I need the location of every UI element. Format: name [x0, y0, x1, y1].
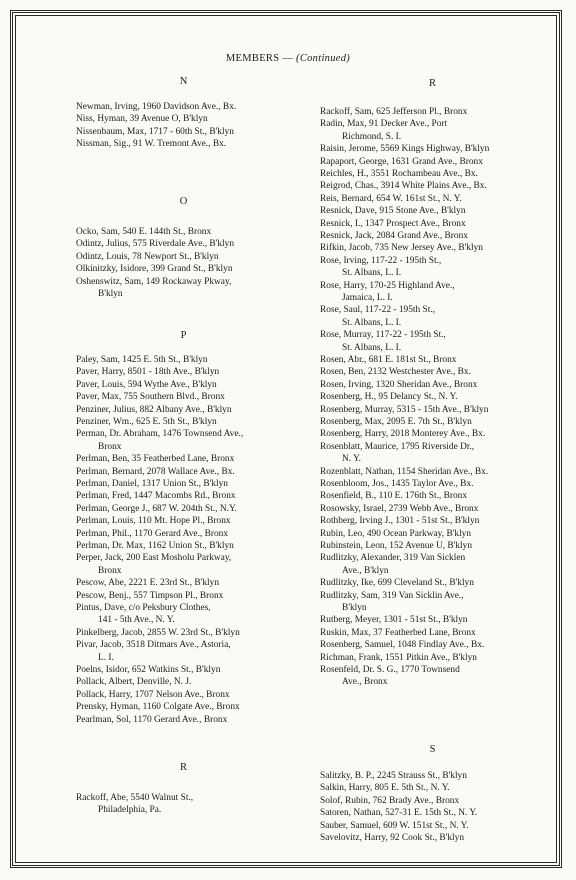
member-entry	[76, 664, 220, 676]
member-entry-line: Rosenfeld, Dr. S. G., 1770 Townsend	[320, 665, 460, 675]
member-entry-line: Odintz, Julius, 575 Riverdale Ave., B'klyn	[76, 239, 235, 250]
member-entry-continuation: L. I.	[98, 652, 114, 663]
member-entry-continuation: Richmond, S. I.	[342, 131, 402, 142]
member-entry	[320, 143, 489, 155]
member-entry	[320, 304, 435, 329]
member-entry-line: Rose, Murray, 117-22 - 195th St.,	[320, 330, 446, 341]
member-entry-continuation: St. Albans, L. I.	[342, 317, 402, 328]
member-entry-line: Rosenblatt, Maurice, 1795 Riverside Dr.,	[320, 441, 475, 452]
member-entry-line: Rosen, Ben, 2132 Westchester Ave., Bx.	[320, 367, 471, 378]
member-entry-line: Sauber, Samuel, 609 W. 151st St., N. Y.	[320, 820, 469, 831]
member-entry-line: Paver, Louis, 594 Wythe Ave., B'klyn	[76, 379, 217, 390]
member-entry-line: Poelns, Isidor, 652 Watkins St., B'klyn	[76, 665, 221, 675]
member-entry	[76, 577, 219, 589]
member-entry	[76, 238, 234, 250]
member-entry	[320, 577, 474, 589]
member-entry-line: Perlman, Louis, 110 Mt. Hope Pl., Bronx	[76, 516, 231, 527]
member-entry-line: Ocko, Sam, 540 E. 144th St., Bronx	[76, 227, 212, 237]
member-entry-line: Rutberg, Meyer, 1301 - 51st St., B'klyn	[320, 615, 468, 626]
member-entry	[76, 404, 232, 416]
member-entry-line: Penziner, Julius, 882 Albany Ave., B'klyn	[76, 404, 232, 415]
member-entry-line: Penziner, Wm., 625 E. 5th St., B'klyn	[76, 417, 217, 427]
member-entry	[76, 689, 230, 701]
member-entry-line: Rosenberg, H., 95 Delancy St., N. Y.	[320, 392, 458, 403]
member-entry	[320, 540, 472, 552]
member-entry	[76, 138, 226, 150]
member-entry	[76, 676, 191, 688]
member-entry	[320, 441, 474, 466]
member-entry-line: Nissman, Sig., 91 W. Tremont Ave., Bx.	[76, 139, 227, 150]
member-entry-line: Pinkelberg, Jacob, 2855 W. 23rd St., B'klyn	[76, 627, 240, 638]
member-entry	[320, 478, 473, 490]
member-entry	[320, 255, 441, 280]
member-entry	[76, 251, 219, 263]
member-entry-line: Rothberg, Irving J., 1301 - 51st St., B'klyn	[320, 516, 480, 527]
member-entry-line: Pearlman, Sol, 1170 Gerard Ave., Bronx	[76, 714, 228, 725]
member-entry	[76, 701, 240, 713]
member-entry-line: Rudlitzky, Ike, 699 Cleveland St., B'klyn	[320, 578, 474, 589]
member-entry	[320, 193, 462, 205]
member-entry	[76, 590, 223, 602]
member-entry	[320, 218, 466, 230]
member-entry-continuation: Ave., B'klyn	[342, 565, 389, 576]
member-entry-line: Odintz, Louis, 78 Newport St., B'klyn	[76, 251, 219, 262]
member-entry	[76, 714, 227, 726]
member-entry	[320, 552, 465, 577]
member-entry	[76, 792, 193, 817]
member-entry-line: Perlman, Fred, 1447 Macombs Rd., Bronx	[76, 491, 236, 502]
member-entry-line: Richman, Frank, 1551 Pitkin Ave., B'klyn	[320, 652, 477, 663]
member-entry	[320, 590, 464, 615]
member-entry	[76, 226, 211, 238]
page-title	[0, 53, 576, 64]
member-entry	[76, 602, 211, 627]
member-entry	[76, 552, 231, 577]
member-entry	[76, 627, 240, 639]
member-entry-line: Resnick, Jack, 2084 Grand Ave., Bronx	[320, 231, 468, 241]
member-entry	[320, 515, 479, 527]
member-entry-line: Raisin, Jerome, 5569 Kings Highway, B'klyn	[320, 144, 490, 155]
member-entry-line: Rose, Saul, 117-22 - 195th St.,	[320, 305, 436, 316]
member-entry-continuation: B'klyn	[342, 603, 367, 613]
member-entry	[320, 329, 446, 354]
member-entry-line: Salitzky, B. P., 2245 Strauss St., B'klyn	[320, 771, 467, 781]
member-entry	[76, 453, 234, 465]
member-entry	[76, 354, 208, 366]
member-entry-continuation: Ave., Bronx	[342, 677, 388, 688]
member-entry-line: Newman, Irving, 1960 Davidson Ave., Bx.	[76, 102, 237, 112]
member-entry-line: Pivar, Jacob, 3518 Ditmars Ave., Astoria,	[76, 640, 231, 651]
member-entry	[76, 126, 234, 138]
member-entry-line: Solof, Rubin, 762 Brady Ave., Bronx	[320, 795, 460, 806]
member-entry	[320, 242, 483, 254]
member-entry-line: Rosen, Abr., 681 E. 181st St., Bronx	[320, 355, 457, 365]
member-entry	[320, 795, 459, 807]
member-entry-line: Rosenberg, Murray, 5315 - 15th Ave., B'klyn	[320, 404, 489, 415]
member-entry	[320, 770, 467, 782]
member-entry-line: Rackoff, Sam, 625 Jefferson Pl., Bronx	[320, 107, 468, 117]
member-entry-line: Nissenbaum, Max, 1717 - 60th St., B'klyn	[76, 126, 234, 137]
member-entry-line: Rudlitzky, Alexander, 319 Van Sicklen	[320, 553, 466, 564]
member-entry-line: Perman, Dr. Abraham, 1476 Townsend Ave.,	[76, 429, 244, 440]
member-entry-line: Salkin, Harry, 805 E. 5th St., N. Y.	[320, 783, 450, 794]
member-entry	[76, 416, 217, 428]
member-entry-line: Radin, Max, 91 Decker Ave., Port	[320, 119, 448, 130]
member-entry-line: Perlman, George J., 687 W. 204th St., N.Y.	[76, 503, 237, 514]
member-entry-line: Rosenfield, B., 110 E. 176th St., Bronx	[320, 491, 468, 502]
member-entry	[320, 503, 478, 515]
member-entry-line: Rosen, Irving, 1320 Sheridan Ave., Bronx	[320, 379, 478, 390]
member-entry	[76, 639, 231, 664]
member-entry-continuation: St. Albans, L. I.	[342, 268, 402, 279]
member-entry-line: Ruskin, Max, 37 Featherbed Lane, Bronx	[320, 627, 476, 638]
member-entry	[320, 366, 471, 378]
member-entry-continuation: N. Y.	[342, 454, 362, 465]
member-entry-line: Rosenbloom, Jos., 1435 Taylor Ave., Bx.	[320, 479, 474, 489]
member-entry	[76, 478, 228, 490]
section-letter: N	[179, 76, 188, 87]
member-entry	[320, 652, 477, 664]
member-entry-line: Rubin, Leo, 490 Ocean Parkway, B'klyn	[320, 528, 472, 539]
member-entry-line: Rosowsky, Israel, 2739 Webb Ave., Bronx	[320, 503, 479, 514]
member-entry	[320, 205, 466, 217]
member-entry-line: Rose, Irving, 117-22 - 195th St.,	[320, 255, 442, 266]
member-entry-line: Perlman, Daniel, 1317 Union St., B'klyn	[76, 479, 228, 489]
section-letter: P	[180, 330, 187, 341]
member-entry-line: Rosenberg, Harry, 2018 Monterey Ave., Bx.	[320, 429, 486, 440]
member-entry-continuation: Jamaica, L. I.	[342, 293, 393, 303]
member-entry-line: Rifkin, Jacob, 735 New Jersey Ave., B'klyn	[320, 243, 483, 254]
member-entry-line: Pescow, Abe, 2221 E. 23rd St., B'klyn	[76, 578, 220, 589]
member-entry	[76, 391, 225, 403]
member-entry-line: Rosenberg, Max, 2095 E. 7th St., B'klyn	[320, 417, 472, 427]
member-entry-line: Rapaport, George, 1631 Grand Ave., Bronx	[320, 156, 483, 167]
member-entry	[320, 168, 478, 180]
member-entry-line: Oshenswitz, Sam, 149 Rockaway Pkway,	[76, 276, 232, 287]
member-entry	[320, 627, 476, 639]
member-entry-continuation: Philadelphia, Pa.	[98, 805, 162, 816]
member-entry-line: Niss, Hyman, 39 Avenue O, B'klyn	[76, 114, 208, 125]
member-entry	[320, 807, 477, 819]
member-entry-line: Prensky, Hyman, 1160 Colgate Ave., Bronx	[76, 702, 240, 713]
member-entry-line: Perlman, Bernard, 2078 Wallace Ave., Bx.	[76, 466, 235, 477]
member-entry-line: Reis, Bernard, 654 W. 161st St., N. Y.	[320, 193, 462, 204]
member-entry	[320, 118, 447, 143]
member-entry-line: Pollack, Harry, 1707 Nelson Ave., Bronx	[76, 689, 230, 700]
member-entry-line: Olkinitzky, Isidore, 399 Grand St., B'klyn	[76, 264, 233, 275]
member-entry-line: Reichles, H., 3551 Rochambeau Ave., Bx.	[320, 169, 478, 179]
member-entry	[76, 515, 231, 527]
member-entry	[320, 180, 487, 192]
member-entry	[76, 503, 237, 515]
member-entry-line: Resnick, Dave, 915 Stone Ave., B'klyn	[320, 206, 466, 217]
member-entry	[320, 156, 483, 168]
member-entry-line: Rose, Harry, 170-25 Highland Ave.,	[320, 280, 455, 291]
member-entry	[76, 379, 217, 391]
member-entry-line: Perlman, Phil., 1170 Gerard Ave., Bronx	[76, 528, 229, 539]
member-entry	[76, 263, 233, 275]
member-entry-line: Rozenblatt, Nathan, 1154 Sheridan Ave., Bx.	[320, 466, 489, 477]
member-entry	[76, 528, 228, 540]
member-entry	[320, 391, 458, 403]
member-entry-line: Rubinstein, Leon, 152 Avenue U, B'klyn	[320, 541, 473, 551]
member-entry-line: Paver, Harry, 8501 - 18th Ave., B'klyn	[76, 367, 220, 378]
section-letter: R	[428, 78, 436, 89]
member-entry	[320, 428, 485, 440]
member-entry-continuation: Bronx	[98, 441, 122, 452]
member-entry	[76, 113, 208, 125]
section-letter: R	[179, 762, 187, 773]
member-entry	[320, 280, 455, 305]
member-entry	[320, 416, 472, 428]
member-entry	[76, 366, 219, 378]
member-entry	[320, 106, 467, 118]
page-title-continued: (Continued)	[296, 53, 351, 64]
member-entry-line: Paver, Max, 755 Southern Blvd., Bronx	[76, 392, 225, 403]
page-title-text: MEMBERS —	[225, 53, 294, 64]
member-entry	[320, 404, 488, 416]
member-entry-continuation: St. Albans, L. I.	[342, 342, 402, 353]
member-entry-line: Rosenberg, Samuel, 1048 Findlay Ave., Bx.	[320, 640, 485, 651]
member-entry	[76, 101, 236, 113]
member-entry	[320, 664, 460, 689]
member-entry-line: Paley, Sam, 1425 E. 5th St., B'klyn	[76, 355, 208, 365]
member-entry-continuation: B'klyn	[98, 289, 123, 299]
member-entry	[320, 639, 484, 651]
section-letter: S	[429, 744, 436, 755]
member-entry-line: Resnick, I., 1347 Prospect Ave., Bronx	[320, 218, 466, 229]
member-entry	[320, 528, 471, 540]
member-entry-line: Reigrod, Chas., 3914 White Plains Ave., Bx.	[320, 181, 487, 192]
member-entry	[320, 820, 469, 832]
member-entry	[320, 354, 456, 366]
member-entry	[320, 614, 468, 626]
member-entry	[76, 428, 243, 453]
member-entry	[76, 490, 236, 502]
member-entry	[76, 540, 234, 552]
section-letter: O	[179, 196, 188, 207]
member-entry-line: Pintus, Dave, c/o Peksbury Clothes,	[76, 603, 211, 613]
member-entry-line: Pollack, Albert, Denville, N. J.	[76, 677, 192, 688]
member-entry	[320, 832, 464, 844]
member-entry-line: Rackoff, Abe, 5540 Walnut St.,	[76, 793, 194, 803]
member-entry-line: Perper, Jack, 200 East Mosholu Parkway,	[76, 553, 232, 564]
member-entry	[76, 276, 231, 301]
member-entry-line: Perlman, Ben, 35 Featherbed Lane, Bronx	[76, 454, 235, 465]
member-entry-line: Savelovitz, Harry, 92 Cook St., B'klyn	[320, 833, 465, 843]
member-entry	[320, 466, 488, 478]
member-entry	[320, 490, 467, 502]
member-entry-line: Satoren, Nathan, 527-31 E. 15th St., N. Y.	[320, 808, 478, 819]
member-entry	[320, 230, 468, 242]
member-entry-continuation: 141 - 5th Ave., N. Y.	[98, 615, 175, 626]
member-entry-continuation: Bronx	[98, 565, 122, 576]
member-entry	[76, 466, 235, 478]
member-entry	[320, 379, 477, 391]
member-entry-line: Perlman, Dr. Max, 1162 Union St., B'klyn	[76, 541, 234, 551]
member-entry	[320, 782, 450, 794]
member-entry-line: Rudlitzky, Sam, 319 Van Sicklin Ave.,	[320, 590, 464, 601]
member-entry-line: Pescow, Benj., 557 Timpson Pl., Bronx	[76, 590, 224, 601]
